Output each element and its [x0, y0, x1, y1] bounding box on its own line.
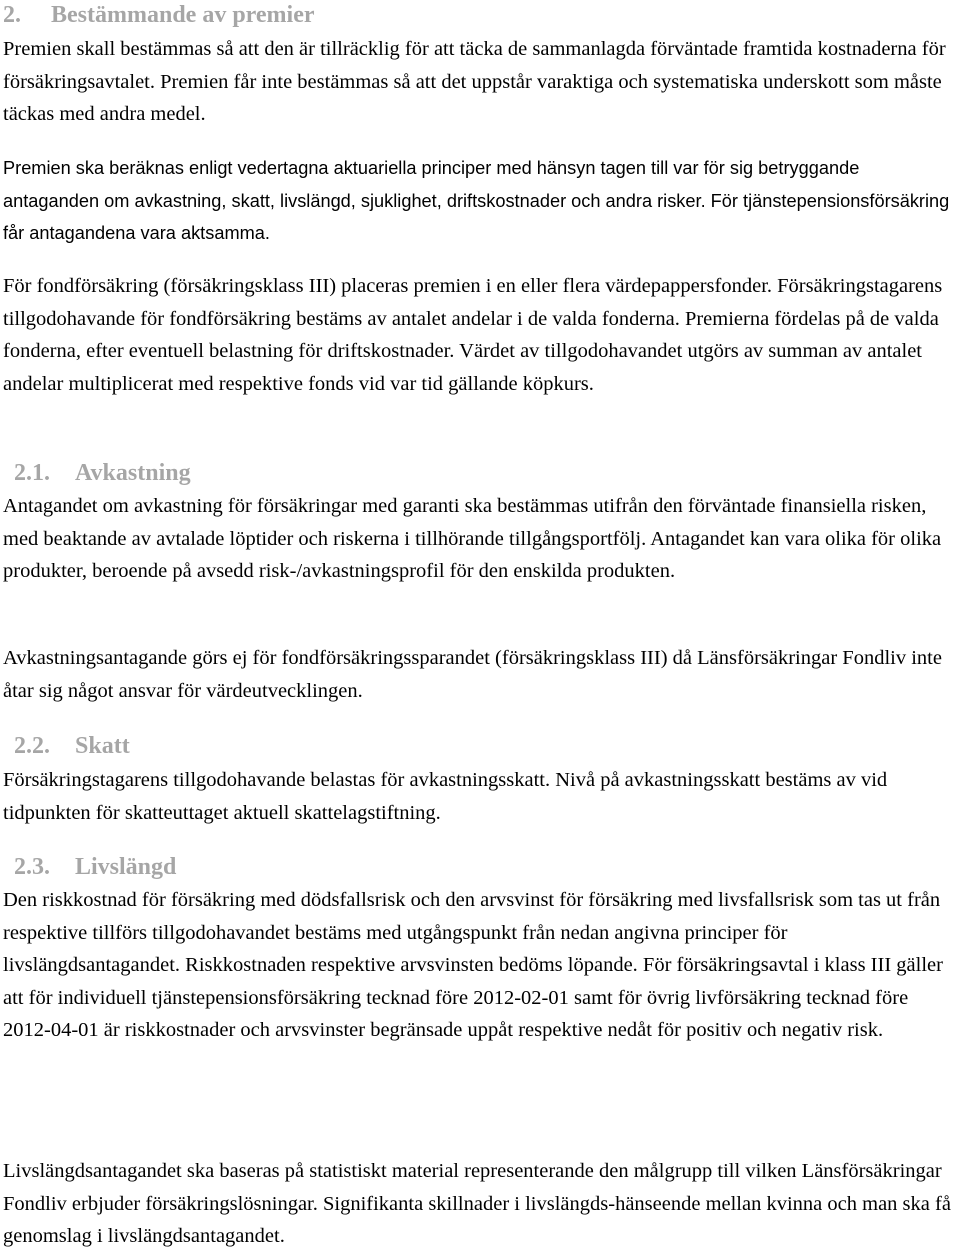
subsection-heading-skatt [14, 732, 960, 760]
section-paragraph-1: Premien skall bestämmas så att den är tillräcklig för att täcka de sammanlagda förväntade framtida kostnaderna för försäkringsavtalet. Premien får inte bestämmas så att det uppstår varaktiga och systematiska underskott som måste täckas med andra medel. [3, 38, 946, 125]
subsection-title: Livslängd [75, 854, 177, 880]
livslangd-paragraph-2: Livslängdsantagandet ska baseras på statistiskt material representerande den målgrupp till vilken Länsförsäkringar Fondliv erbjuder försäkringslösningar. Signifikanta skillnader i livslängds-hänseende mellan kvinna och man ska få genomslag i livslängdsantagandet. [3, 1160, 951, 1247]
section-paragraph-3: För fondförsäkring (försäkringsklass III) placeras premien i en eller flera värdepappersfonder. Försäkringstagarens tillgodohavande för fondförsäkring bestäms av antalet andelar i de valda fonderna. Premierna fördelas på de valda fonderna, efter eventuell belastning för driftskostnader. Värdet av tillgodohavandet utgörs av summan av antalet andelar multiplicerat med respektive fonds vid var tid gällande köpkurs. [3, 275, 943, 395]
skatt-paragraph-1: Försäkringstagarens tillgodohavande belastas för avkastningsskatt. Nivå på avkastningsskatt bestäms av vid tidpunkten för skatteuttaget aktuell skattelagstiftning. [3, 769, 888, 824]
subsection-title: Skatt [75, 733, 130, 759]
subsection-number: 2.3. [14, 854, 50, 880]
section-paragraph-2: Premien ska beräknas enligt vedertagna aktuariella principer med hänsyn tagen till var för sig betryggande antaganden om avkastning, skatt, livslängd, sjuklighet, driftskostnader och andra risker. För tjänstepensionsförsäkring får antagandena vara aktsamma. [3, 158, 950, 243]
avkastning-paragraph-2: Avkastningsantagande görs ej för fondförsäkringssparandet (försäkringsklass III) då Länsförsäkringar Fondliv inte åtar sig något ansvar för värdeutvecklingen. [3, 647, 942, 702]
subsection-title: Avkastning [75, 460, 191, 486]
subsection-heading-avkastning [14, 459, 960, 487]
subsection-number: 2.2. [14, 733, 50, 759]
section-heading [3, 1, 960, 29]
section-title: Bestämmande av premier [51, 2, 315, 28]
subsection-heading-livslangd [14, 853, 960, 881]
livslangd-paragraph-1: Den riskkostnad för försäkring med dödsfallsrisk och den arvsvinst för försäkring med livsfallsrisk som tas ut från respektive tillförs tillgodohavandet bestäms med utgångspunkt från nedan angivna principer för livslängdsantagandet. Riskkostnaden respektive arvsvinsten bedöms löpande. För försäkringsavtal i klass III gäller att för individuell tjänstepensionsförsäkring tecknad före 2012-02-01 samt för övrig livförsäkring tecknad före 2012-04-01 är riskkostnader och arvsvinster begränsade uppåt respektive nedåt för positiv och negativ risk. [3, 889, 943, 1041]
section-number: 2. [3, 2, 21, 28]
subsection-number: 2.1. [14, 460, 50, 486]
avkastning-paragraph-1: Antagandet om avkastning för försäkringar med garanti ska bestämmas utifrån den förväntade finansiella risken, med beaktande av avtalade löptider och riskerna i tillhörande tillgångsportfölj. Antagandet kan vara olika för olika produkter, beroende på avsedd risk-/avkastningsprofil för den enskilda produkten. [3, 495, 942, 582]
